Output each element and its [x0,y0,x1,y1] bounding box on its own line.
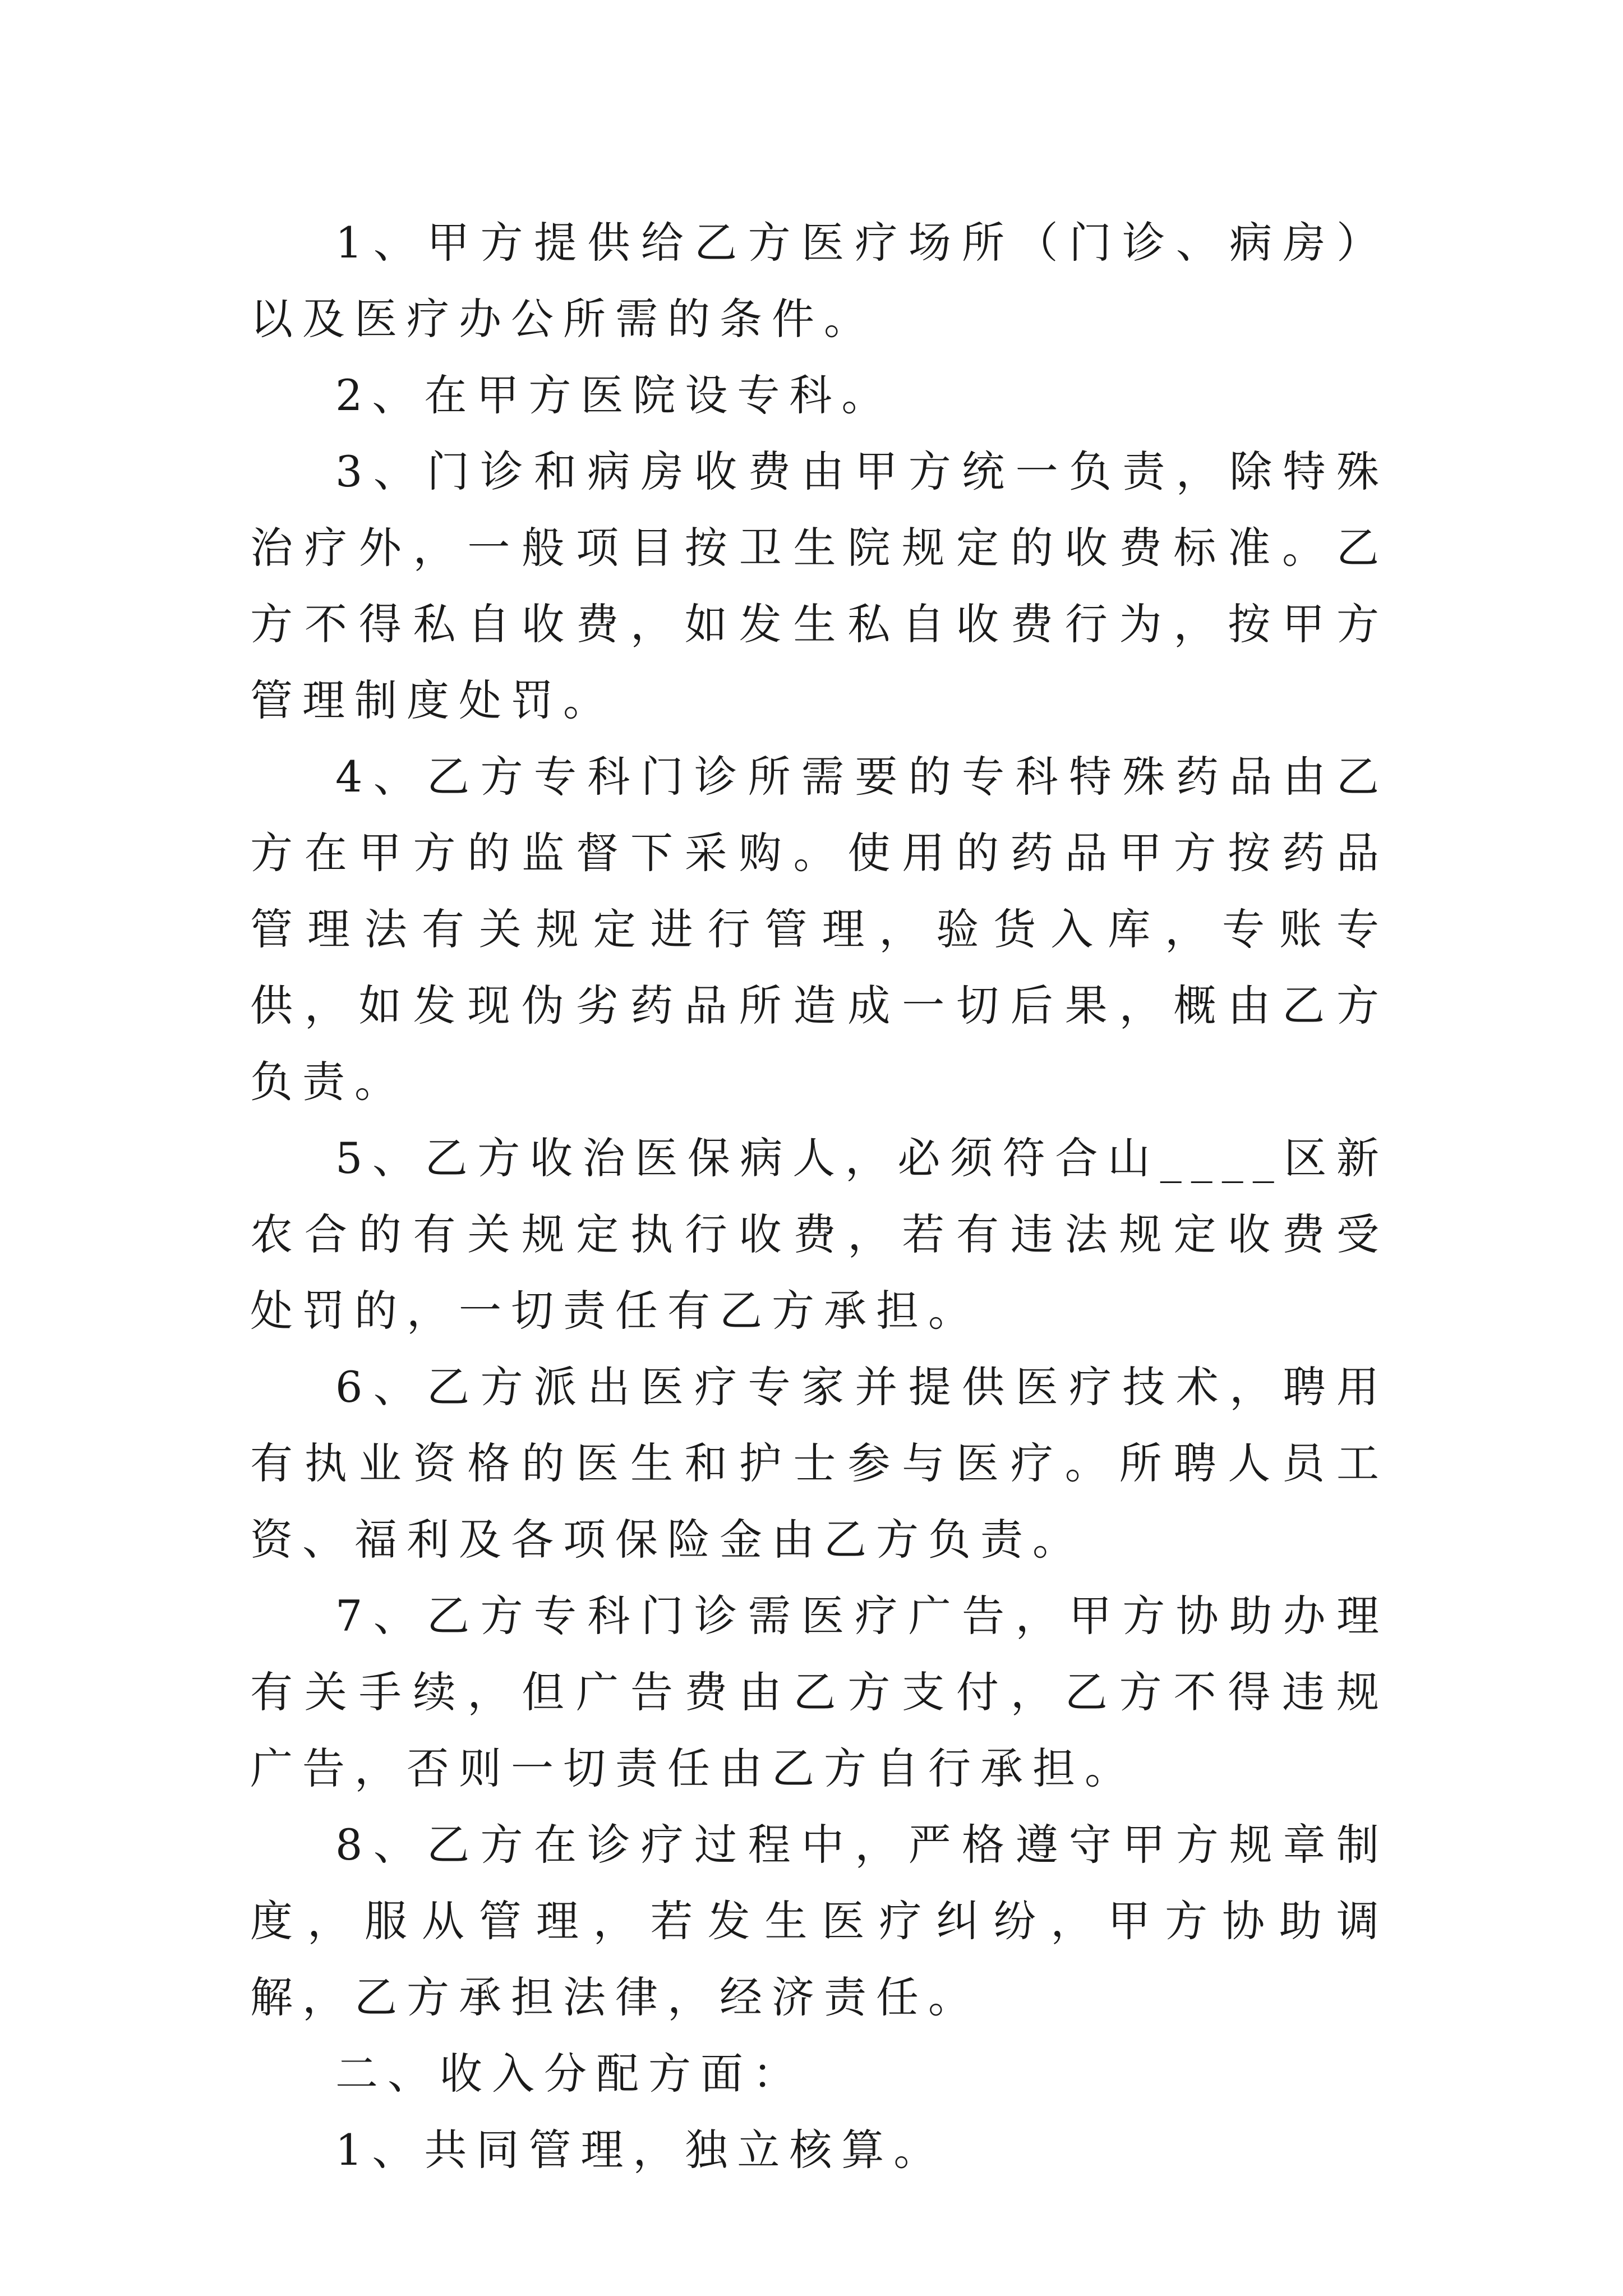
section-heading-income-distribution: 二、收入分配方面： [335,2049,805,2099]
document-body [250,205,1389,2188]
paragraph-5: 5、乙方收治医保病人，必须符合山____区新农合的有关规定执行收费，若有违法规定收费受处罚的，一切责任有乙方承担。 [250,1133,1389,1336]
paragraph-2: 2、在甲方医院设专科。 [335,370,894,420]
paragraph-6: 6、乙方派出医疗专家并提供医疗技术，聘用有执业资格的医生和护士参与医疗。所聘人员工资、福利及各项保险金由乙方负责。 [250,1362,1389,1565]
paragraph-3: 3、门诊和病房收费由甲方统一负责，除特殊治疗外，一般项目按卫生院规定的收费标准。乙方不得私自收费，如发生私自收费行为，按甲方管理制度处罚。 [250,447,1389,725]
paragraph-1: 1、甲方提供给乙方医疗场所（门诊、病房）以及医疗办公所需的条件。 [250,218,1389,344]
paragraph-7: 7、乙方专科门诊需医疗广告，甲方协助办理有关手续，但广告费由乙方支付，乙方不得违规广告，否则一切责任由乙方自行承担。 [250,1591,1389,1793]
paragraph-8: 8、乙方在诊疗过程中，严格遵守甲方规章制度，服从管理，若发生医疗纠纷，甲方协助调解，乙方承担法律，经济责任。 [250,1820,1389,2022]
paragraph-4: 4、乙方专科门诊所需要的专科特殊药品由乙方在甲方的监督下采购。使用的药品甲方按药品管理法有关规定进行管理，验货入库，专账专供，如发现伪劣药品所造成一切后果，概由乙方负责。 [250,752,1389,1107]
paragraph-9: 1、共同管理，独立核算。 [335,2125,946,2175]
